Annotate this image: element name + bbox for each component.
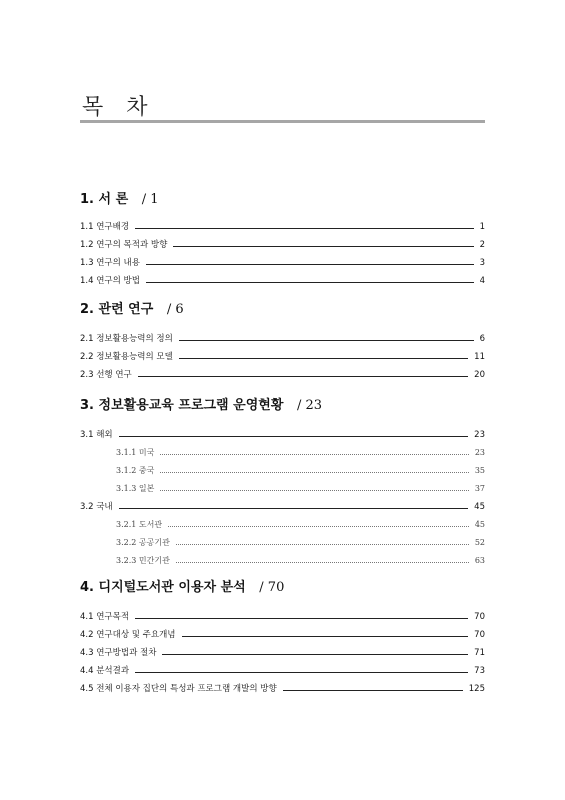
- entry-page: 71: [474, 648, 485, 658]
- entry-page: 37: [474, 484, 485, 493]
- leader-line: [135, 618, 468, 619]
- chapter-title: 3. 정보활용교육 프로그램 운영현황: [80, 398, 284, 413]
- entry-label: 4.2 연구대상 및 주요개념: [80, 630, 176, 640]
- entry-label: 3.1.3 일본: [116, 484, 155, 493]
- entry-page: 23: [474, 448, 485, 457]
- entry-label: 3.1.2 중국: [116, 466, 155, 475]
- entry-label: 3.1 해외: [80, 430, 113, 440]
- entry-label: 1.1 연구배경: [80, 222, 130, 232]
- entry-page: 2: [479, 240, 485, 250]
- chapter-page: / 23: [296, 398, 323, 413]
- entry-label: 3.2.1 도서관: [116, 520, 163, 529]
- leader-dots: [160, 490, 468, 491]
- page-title: 목 차: [82, 95, 156, 120]
- leader-line: [119, 508, 469, 509]
- toc-subentry[interactable]: [80, 534, 485, 552]
- toc-subentry[interactable]: [80, 480, 485, 498]
- leader-dots: [168, 526, 469, 527]
- entry-label: 2.1 정보활용능력의 정의: [80, 334, 173, 344]
- chapter-heading[interactable]: [80, 300, 485, 320]
- chapter-section-2: [80, 300, 485, 384]
- entry-page: 11: [474, 352, 485, 362]
- entry-label: 1.3 연구의 내용: [80, 258, 140, 268]
- entry-label: 4.5 전체 이용자 집단의 특성과 프로그램 개발의 방향: [80, 684, 277, 694]
- toc-entry[interactable]: [80, 236, 485, 254]
- entry-page: 45: [474, 520, 485, 529]
- toc-subentry[interactable]: [80, 462, 485, 480]
- entry-label: 3.2.3 민간기관: [116, 556, 170, 565]
- entry-page: 23: [474, 430, 485, 440]
- entry-label: 4.4 분석결과: [80, 666, 130, 676]
- toc-entry[interactable]: [80, 498, 485, 516]
- chapter-heading[interactable]: [80, 190, 485, 210]
- toc-entry[interactable]: [80, 330, 485, 348]
- leader-dots: [176, 562, 469, 563]
- leader-line: [173, 246, 473, 247]
- entry-page: 125: [468, 684, 485, 694]
- entry-page: 1: [479, 222, 485, 232]
- chapter-page: / 6: [166, 302, 184, 317]
- entry-page: 35: [474, 466, 485, 475]
- leader-line: [182, 636, 469, 637]
- chapter-heading[interactable]: [80, 396, 485, 416]
- leader-line: [135, 672, 468, 673]
- leader-line: [119, 436, 469, 437]
- entry-page: 73: [474, 666, 485, 676]
- entry-label: 3.1.1 미국: [116, 448, 155, 457]
- toc-entry[interactable]: [80, 426, 485, 444]
- entry-page: 52: [474, 538, 485, 547]
- chapter-section-4: [80, 578, 485, 698]
- toc-entry[interactable]: [80, 662, 485, 680]
- toc-entry[interactable]: [80, 608, 485, 626]
- chapter-section-3: [80, 396, 485, 570]
- title-divider: [80, 120, 485, 123]
- toc-subentry[interactable]: [80, 516, 485, 534]
- chapter-heading[interactable]: [80, 578, 485, 598]
- chapter-title: 1. 서 론: [80, 192, 129, 207]
- leader-line: [162, 654, 468, 655]
- entry-label: 3.2.2 공공기관: [116, 538, 170, 547]
- entry-label: 2.2 정보활용능력의 모델: [80, 352, 173, 362]
- chapter-title: 4. 디지털도서관 이용자 분석: [80, 580, 246, 595]
- toc-entry[interactable]: [80, 254, 485, 272]
- leader-line: [146, 282, 474, 283]
- entry-label: 4.1 연구목적: [80, 612, 130, 622]
- toc-entry[interactable]: [80, 272, 485, 290]
- leader-line: [179, 358, 468, 359]
- entry-page: 4: [479, 276, 485, 286]
- entry-label: 2.3 선행 연구: [80, 370, 132, 380]
- leader-line: [283, 690, 463, 691]
- entry-page: 63: [474, 556, 485, 565]
- leader-line: [146, 264, 474, 265]
- entry-page: 6: [479, 334, 485, 344]
- chapter-section-1: [80, 190, 485, 290]
- leader-line: [138, 376, 468, 377]
- entry-label: 1.4 연구의 방법: [80, 276, 140, 286]
- entry-page: 70: [474, 630, 485, 640]
- leader-line: [179, 340, 474, 341]
- chapter-page: / 70: [259, 580, 285, 595]
- leader-dots: [160, 472, 468, 473]
- entry-page: 20: [474, 370, 485, 380]
- leader-dots: [160, 454, 468, 455]
- entry-label: 1.2 연구의 목적과 방향: [80, 240, 168, 250]
- entry-page: 70: [474, 612, 485, 622]
- toc-entry[interactable]: [80, 218, 485, 236]
- leader-line: [135, 228, 474, 229]
- leader-dots: [176, 544, 469, 545]
- entry-label: 3.2 국내: [80, 502, 113, 512]
- chapter-title: 2. 관련 연구: [80, 302, 154, 317]
- chapter-page: / 1: [141, 192, 159, 207]
- entry-page: 45: [474, 502, 485, 512]
- toc-entry[interactable]: [80, 644, 485, 662]
- toc-entry[interactable]: [80, 626, 485, 644]
- entry-label: 4.3 연구방법과 절차: [80, 648, 157, 658]
- toc-entry[interactable]: [80, 366, 485, 384]
- toc-subentry[interactable]: [80, 552, 485, 570]
- toc-entry[interactable]: [80, 348, 485, 366]
- entry-page: 3: [479, 258, 485, 268]
- toc-entry[interactable]: [80, 680, 485, 698]
- toc-subentry[interactable]: [80, 444, 485, 462]
